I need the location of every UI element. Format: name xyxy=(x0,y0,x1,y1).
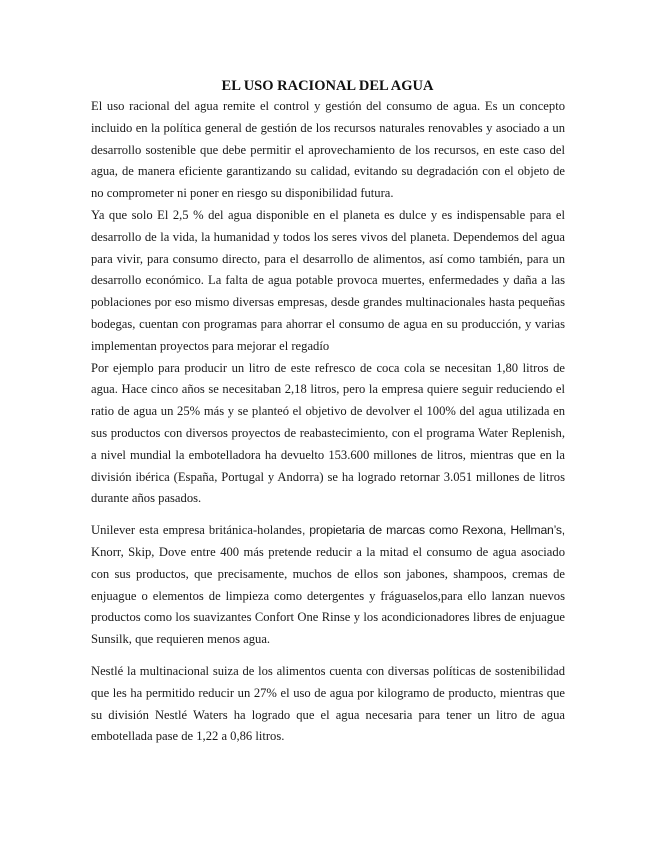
paragraph-uso-racional: El uso racional del agua remite el control y gestión del consumo de agua. Es un concepto incluido en la política general de gestión de los recursos naturales renovables y asociado a un desarrollo sostenible que debe permitir el aprovechamiento de los recursos, en este caso del agua, de manera eficiente garantizando su calidad, evitando su degradación con el objeto de no comprometer ni poner en riesgo su disponibilidad futura. xyxy=(91,99,565,201)
paragraph-unilever xyxy=(91,520,565,651)
paragraph-nestle: Nestlé la multinacional suiza de los alimentos cuenta con diversas políticas de sostenibilidad que les ha permitido reducir un 27% el uso de agua por kilogramo de producto, mientras que su división Nestlé Waters ha logrado que el agua necesaria para tener un litro de agua embotellada pase de 1,22 a 0,86 litros. xyxy=(91,663,565,744)
document-title: EL USO RACIONAL DEL AGUA xyxy=(221,78,434,94)
paragraph-unilever-start: Unilever esta empresa británica-holandes xyxy=(91,523,302,538)
document-body xyxy=(91,96,565,748)
paragraph-agua-dulce: Ya que solo El 2,5 % del agua disponible en el planeta es dulce y es indispensable para el desarrollo de la vida, la humanidad y todos los seres vivos del planeta. Dependemos del agua para vivir, para consumo directo, para el desarrollo de alimentos, así como también, para un desarrollo económico. La falta de agua potable provoca muertes, enfermedades y daña a las poblaciones por eso mismo diversas empresas, desde grandes multinacionales hasta pequeñas bodegas, cuentan con programas para ahorrar el consumo de agua en su producción, y varias implementan proyectos para mejorar el regadío xyxy=(91,207,565,353)
paragraph-unilever-brands: , propietaria de marcas como Rexona, Hellman’s, xyxy=(301,523,565,538)
paragraph-unilever-end: Knorr, Skip, Dove entre 400 más pretende reducir a la mitad el consumo de agua asociado con sus productos, que precisamente, muchos de ellos son jabones, shampoos, cremas de enjuague o elementos de limpieza como detergentes y fráguaselos,para ello lanzan nuevos productos como los suavizantes Confort One Rinse y los acondicionadores libres de enjuague Sunsilk, que requieren menos agua. xyxy=(91,544,565,647)
paragraph-coca-cola: Por ejemplo para producir un litro de este refresco de coca cola se necesitan 1,80 litros de agua. Hace cinco años se necesitaban 2,18 litros, pero la empresa quiere seguir reduciendo el ratio de agua un 25% más y se planteó el objetivo de devolver el 100% del agua utilizada en sus productos con diversos proyectos de reabastecimiento, con el programa Water Replenish, a nivel mundial la embotelladora ha devuelto 153.600 millones de litros, mientras que en la división ibérica (España, Portugal y Andorra) se ha logrado retornar 3.051 millones de litros durante años pasados. xyxy=(91,360,565,506)
